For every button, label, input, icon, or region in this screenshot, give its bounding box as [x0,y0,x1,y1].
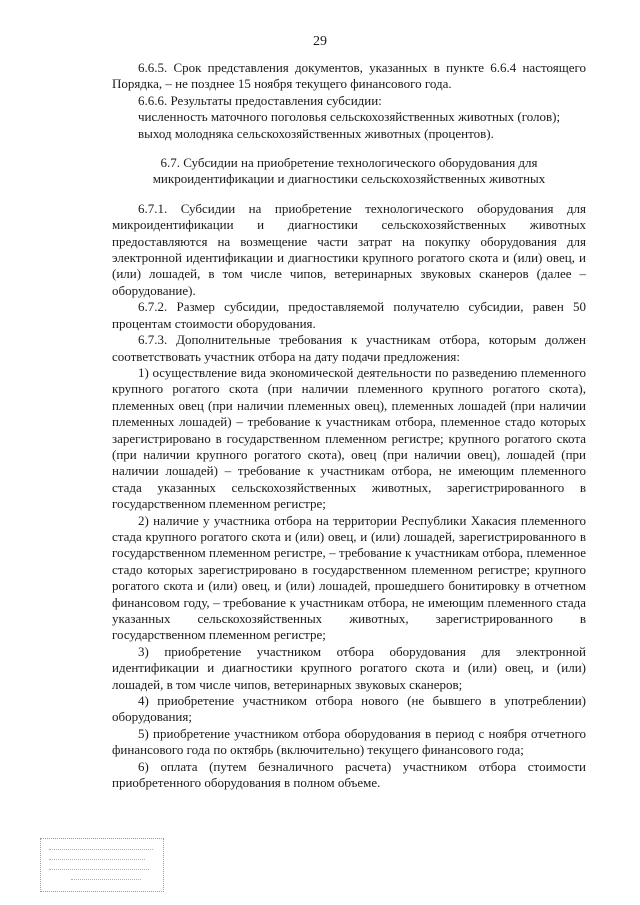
document-body [112,60,586,791]
requirement-item-2: 2) наличие у участника отбора на территории Республики Хакасия племенного стада крупного рогатого скота и (или) овец, и (или) лошадей, зарегистрированного в государственном племенном регистре, – требование к участникам отбора, племенное стадо которых зарегистрировано в государственном племенном регистре; крупного рогатого скота и (или) овец, и (или) лошадей, прошедшего бонитировку в отчетном финансовом году, – требование к участникам отбора, не имеющим племенного стада указанных сельскохозяйственных животных, зарегистрированного в государственном племенном регистре; [112,512,586,643]
requirement-item-1: 1) осуществление вида экономической деятельности по разведению племенного крупного рогатого скота (при наличии племенного крупного рогатого скота), племенных овец (при наличии племенных овец), племенных лошадей (при наличии племенных лошадей) – требование к участникам отбора, племенное стадо которых зарегистрировано в государственном племенном регистре; крупного рогатого скота (при наличии крупного рогатого скота), овец (при наличии овец), лошадей (при наличии лошадей) – требование к участникам отбора, не имеющим племенного стада указанных сельскохозяйственных животных, зарегистрированного в государственном племенном регистре; [112,364,586,512]
requirement-item-5: 5) приобретение участником отбора оборудования в период с ноября отчетного финансового года по октябрь (включительно) текущего финансового года; [112,725,586,758]
page-number: 29 [313,34,327,49]
requirement-item-3: 3) приобретение участником отбора оборудования для электронной идентификации и диагностики крупного рогатого скота и (или) овец, и (или) лошадей, в том числе чипов, ветеринарных звуковых сканеров; [112,643,586,692]
paragraph-6-6-5: 6.6.5. Срок представления документов, указанных в пункте 6.6.4 настоящего Порядка, – не позднее 15 ноября текущего финансового года. [112,60,586,92]
faded-stamp [40,838,164,892]
result-indicator-livestock: численность маточного поголовья сельскохозяйственных животных (голов); [138,109,561,125]
section-heading-6-7: 6.7. Субсидии на приобретение технологического оборудования для микроидентификации и диагностики сельскохозяйственных животных [152,155,546,187]
paragraph-6-6-6: 6.6.6. Результаты предоставления субсидии: [138,92,382,108]
paragraph-6-7-1: 6.7.1. Субсидии на приобретение технологического оборудования для микроидентификации и диагностики сельскохозяйственных животных предоставляются на возмещение части затрат на покупку оборудования для электронной идентификации и диагностики крупного рогатого скота и (или) овец, и (или) лошадей, в том числе чипов, ветеринарных звуковых сканеров (далее – оборудование). [112,200,586,298]
paragraph-6-7-3: 6.7.3. Дополнительные требования к участникам отбора, которым должен соответствовать участник отбора на дату подачи предложения: [112,332,586,364]
requirement-item-6: 6) оплата (путем безналичного расчета) участником отбора стоимости приобретенного оборудования в полном объеме. [112,758,586,791]
requirement-item-4: 4) приобретение участником отбора нового (не бывшего в употреблении) оборудования; [112,693,586,725]
result-indicator-offspring: выход молодняка сельскохозяйственных животных (процентов). [138,125,494,141]
paragraph-6-7-2: 6.7.2. Размер субсидии, предоставляемой получателю субсидии, равен 50 процентам стоимости оборудования. [112,299,586,331]
